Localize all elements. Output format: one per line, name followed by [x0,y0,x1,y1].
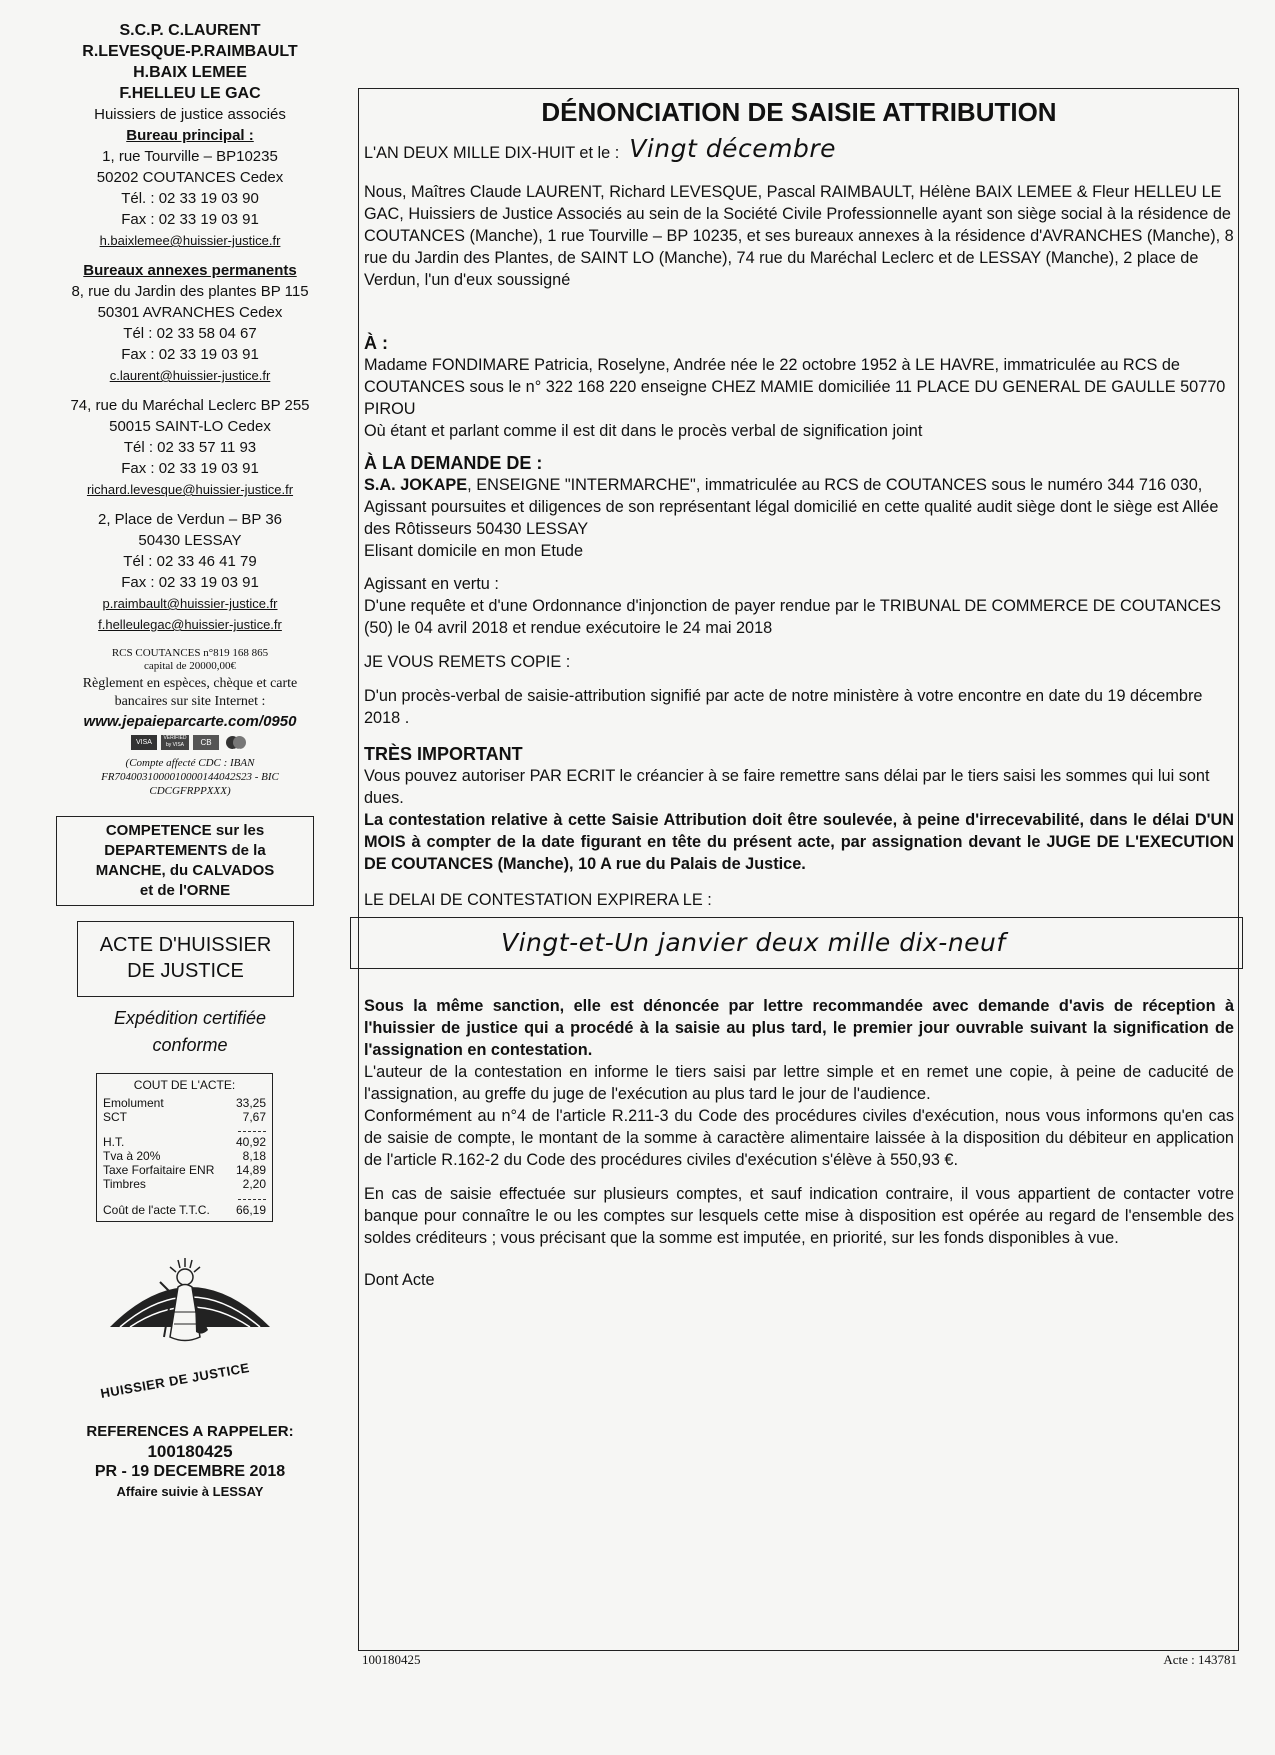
cost-row: Timbres 2,20 [103,1177,266,1191]
firm-subtitle: Huissiers de justice associés [94,106,286,123]
annex-office: 74, rue du Maréchal Leclerc BP 255 50015 SAINT-LO Cedex Tél : 02 33 57 11 93 Fax : 02 33 19 03 91 richard.levesque@huissier-justice.fr [60,395,320,500]
cost-row: SCT 7,67 [103,1110,266,1124]
firm-name: S.C.P. C.LAURENT R.LEVESQUE-P.RAIMBAULT H.BAIX LEMEE F.HELLEU LE GAC [82,22,298,102]
dont-acte: Dont Acte [364,1271,435,1289]
cost-row: Tva à 20% 8,18 [103,1149,266,1163]
annex-office: 8, rue du Jardin des plantes BP 115 50301 AVRANCHES Cedex Tél : 02 33 58 04 67 Fax : 02 33 19 03 91 c.laurent@huissier-justice.fr [60,281,320,386]
huissier-logo [60,1242,320,1412]
payment-text: Règlement en espèces, chèque et carte bancaires sur site Internet : [82,676,298,709]
intro-paragraph: Nous, Maîtres Claude LAURENT, Richard LEVESQUE, Pascal RAIMBAULT, Hélène BAIX LEMEE & Fleur HELLEU LE GAC, Huissiers de Justice Associés au sein de la Société Civile Professionnelle ayant son siège social à la résidence de COUTANCES (Manche), 1 rue Tourville – BP 10235, et ses bureaux annexes à la résidence d'AVRANCHES (Manche), 8 rue du Jardin des Plantes, de SAINT LO (Manche), 74 rue du Maréchal Leclerc et de LESSAY (Manche), 2 place de Verdun, l'un d'eux soussigné [364,183,1234,289]
demande-text: S.A. JOKAPE, ENSEIGNE "INTERMARCHE", immatriculée au RCS de COUTANCES sous le numéro 344 716 030, Agissant poursuites et diligences de son représentant légal domicilié en cette qualité audit siège dont le siège est Allée des Rôtisseurs 50430 LESSAY [364,476,1219,538]
rcs-info: RCS COUTANCES n°819 168 865 capital de 20000,00€ [111,647,269,672]
email-link[interactable]: f.helleulegac@huissier-justice.fr [98,617,282,632]
email-link[interactable]: c.laurent@huissier-justice.fr [109,368,271,383]
date-line: L'AN DEUX MILLE DIX-HUIT et le : Vingt décembre [364,134,837,163]
sanction-text: L'auteur de la contestation en informe le tiers saisi par lettre simple et en remet une copie, à peine de caducité de l'assignation, au greffe du juge de l'exécution au plus tard le jour de l'audience. [364,1063,1234,1103]
account-note: (Compte affecté CDC : IBAN FR7040031000010000144042S23 - BIC CDCGFRPPXXX) [101,757,279,797]
visa-icon: VISA [131,735,157,750]
copie-text: D'un procès-verbal de saisie-attribution signifié par acte de notre ministère à votre encontre en date du 19 décembre 2018 . [364,687,1203,727]
important-heading: TRÈS IMPORTANT [364,744,523,764]
annex-heading: Bureaux annexes permanents [83,262,297,279]
footer-left: 100180425 [362,1652,421,1667]
expedition-text: Expédition certifiée conforme [113,1008,267,1055]
cost-separator [238,1131,266,1132]
acte-box: ACTE D'HUISSIER DE JUSTICE [77,921,294,997]
annex-office: 2, Place de Verdun – BP 36 50430 LESSAY Tél : 02 33 46 41 79 Fax : 02 33 19 03 91 p.raimbault@huissier-justice.fr f.helleulegac@huissier-justice.fr [60,509,320,635]
email-link[interactable]: p.raimbault@huissier-justice.fr [102,596,278,611]
a-heading: À : [364,333,388,353]
plusieurs-text: En cas de saisie effectuée sur plusieurs comptes, et sauf indication contraire, il vous appartient de contacter votre banque pour connaître le ou les comptes sur lesquels cette mise à disposition est opérée au regard de l'ensemble des soldes créditeurs ; vous précisant que la somme est imputée, en priorité, sur les fonds disponibles à vue. [364,1185,1234,1247]
cost-row: Taxe Forfaitaire ENR 14,89 [103,1163,266,1177]
handwritten-date: Vingt décembre [629,134,837,163]
competence-box: COMPETENCE sur les DEPARTEMENTS de la MANCHE, du CALVADOS et de l'ORNE [56,816,314,906]
sanction-bold: Sous la même sanction, elle est dénoncée par lettre recommandée avec demande d'avis de réception à l'huissier de justice qui a procédé à la saisie au plus tard, le premier jour ouvrable suivant la signification de l'assignation en contestation. [364,997,1234,1059]
conformement-text: Conformément au n°4 de l'article R.211-3 du Code des procédures civiles d'exécution, nous vous informons qu'en cas de saisie de compte, le montant de la somme à caractère alimentaire laissée à la disposition du débiteur en application de l'article R.162-2 du Code des procédures civiles d'exécution s'élève à 550,93 €. [364,1107,1234,1169]
main-content [364,88,1234,1291]
demande-text2: Elisant domicile en mon Etude [364,542,584,560]
a-text: Madame FONDIMARE Patricia, Roselyne, Andrée née le 22 octobre 1952 à LE HAVRE, immatriculée au RCS de COUTANCES sous le n° 322 168 220 enseigne CHEZ MAMIE domiciliée 11 PLACE DU GENERAL DE GAULLE 50770 PIROU [364,356,1226,418]
main-office: Bureau principal : 1, rue Tourville – BP10235 50202 COUTANCES Cedex Tél. : 02 33 19 03 90 Fax : 02 33 19 03 91 h.baixlemee@huissier-justice.fr [60,125,320,251]
website-link[interactable]: www.jepaieparcarte.com/0950 [83,713,297,730]
cost-table [96,1073,273,1222]
cost-separator [238,1199,266,1200]
cb-icon: CB [193,735,219,750]
email-link[interactable]: richard.levesque@huissier-justice.fr [86,482,294,497]
cost-row: H.T. 40,92 [103,1135,266,1149]
cost-row: Emolument 33,25 [103,1096,266,1110]
verified-by-visa-icon: VERIFIED by VISA [161,735,189,750]
important-bold: La contestation relative à cette Saisie Attribution doit être soulevée, à peine d'irrecevabilité, dans le délai D'UN MOIS à compter de la date figurant en tête du présent acte, par assignation devant le JUGE DE L'EXECUTION DE COUTANCES (Manche), 10 A rue du Palais de Justice. [364,811,1234,873]
references-block: REFERENCES A RAPPELER: 100180425 PR - 19 DECEMBRE 2018 Affaire suivie à LESSAY [86,1423,294,1499]
delai-heading: LE DELAI DE CONTESTATION EXPIRERA LE : [364,891,712,909]
sidebar [60,20,320,1502]
footer-right: Acte : 143781 [1163,1652,1237,1667]
important-text: Vous pouvez autoriser PAR ECRIT le créancier à se faire remettre sans délai par le tiers saisi les sommes qui lui sont dues. [364,767,1210,807]
demande-heading: À LA DEMANDE DE : [364,453,543,473]
cost-heading: COUT DE L'ACTE: [133,1078,236,1092]
cost-total: Coût de l'acte T.T.C. 66,19 [103,1203,266,1217]
document-title: DÉNONCIATION DE SAISIE ATTRIBUTION [541,97,1057,127]
delai-box [350,917,1243,969]
mastercard-icon: MasterCard [223,735,249,750]
a-text2: Où étant et parlant comme il est dit dans le procès verbal de signification joint [364,422,923,440]
card-logos [60,735,320,750]
copie-heading: JE VOUS REMETS COPIE : [364,653,571,671]
email-link[interactable]: h.baixlemee@huissier-justice.fr [99,233,281,248]
logo-caption: HUISSIER DE JUSTICE [99,1359,251,1402]
handwritten-deadline: Vingt-et-Un janvier deux mille dix-neuf [501,928,1006,957]
vertu-text: D'une requête et d'une Ordonnance d'injonction de payer rendue par le TRIBUNAL DE COMMERCE DE COUTANCES (50) le 04 avril 2018 et rendue exécutoire le 24 mai 2018 [364,597,1221,637]
vertu-heading: Agissant en vertu : [364,575,499,593]
